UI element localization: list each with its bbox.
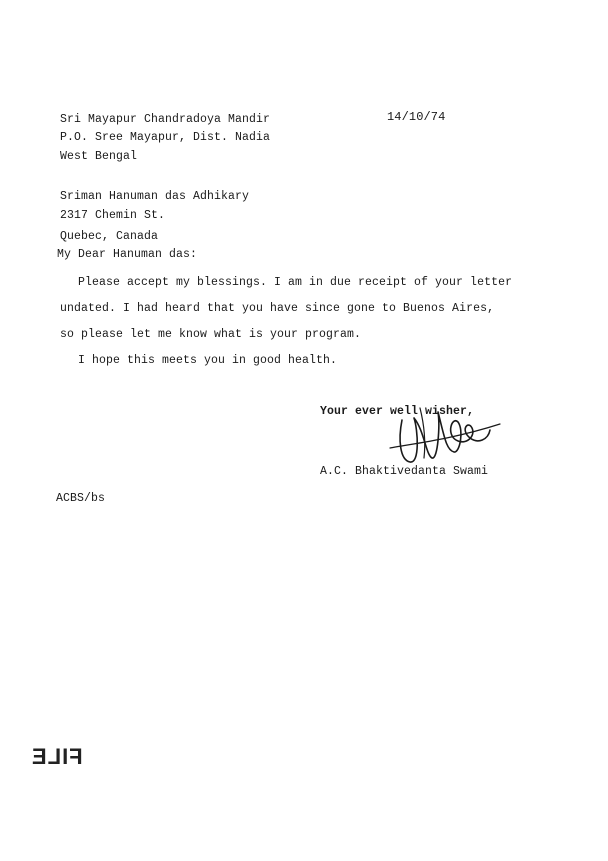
letter-date: 14/10/74 [387, 110, 446, 124]
reference-initials: ACBS/bs [56, 492, 106, 505]
recipient-address-line-1: Sriman Hanuman das Adhikary [60, 190, 250, 203]
sender-address-line-2: P.O. Sree Mayapur, Dist. Nadia [60, 131, 271, 144]
closing: Your ever well wisher, [320, 405, 475, 418]
sender-address-line-1: Sri Mayapur Chandradoya Mandir [60, 113, 271, 126]
sender-address-line-3: West Bengal [60, 150, 138, 163]
body-line-3: so please let me know what is your program. [60, 328, 362, 341]
body-line-2: undated. I had heard that you have since gone to Buenos Aires, [60, 302, 495, 315]
body-line-1: Please accept my blessings. I am in due receipt of your letter [78, 276, 513, 289]
body-line-4: I hope this meets you in good health. [78, 354, 338, 367]
file-stamp: FILE [31, 744, 83, 769]
salutation: My Dear Hanuman das: [57, 248, 198, 261]
recipient-address-line-2: 2317 Chemin St. [60, 209, 166, 222]
signer-name: A.C. Bhaktivedanta Swami [320, 465, 489, 478]
recipient-address-line-3: Quebec, Canada [60, 230, 159, 243]
